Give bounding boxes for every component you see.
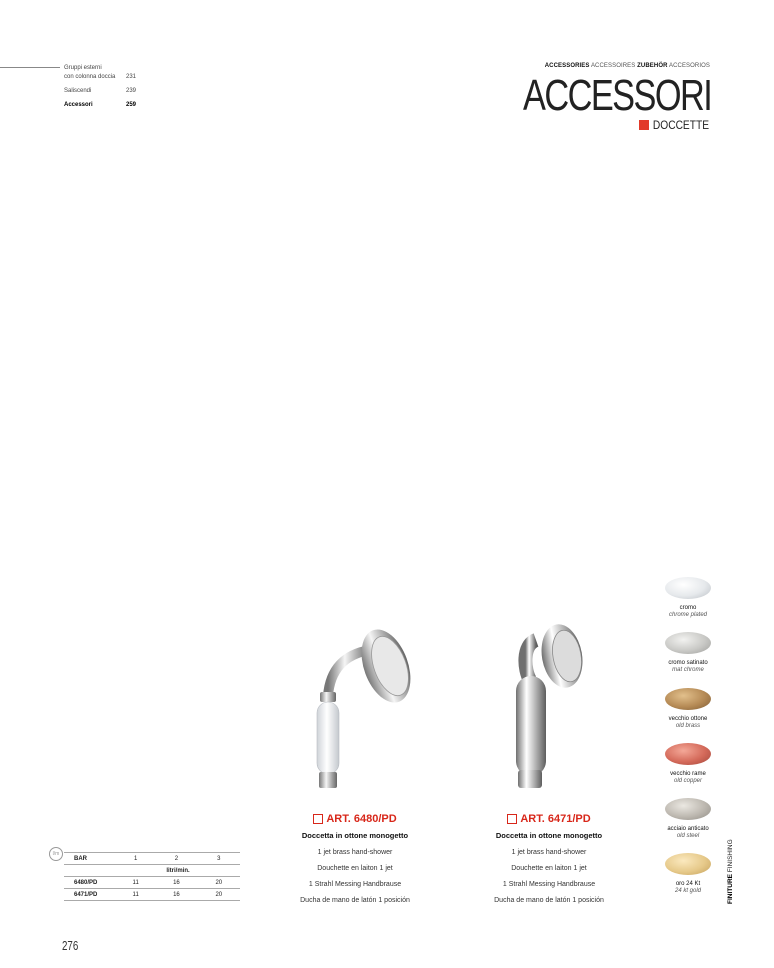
section-languages xyxy=(545,63,710,69)
index-item[interactable] xyxy=(64,64,136,72)
table-unit: litri/min. xyxy=(166,867,190,874)
finish-oro-24kt[interactable] xyxy=(660,853,716,895)
finish-vecchio-ottone[interactable] xyxy=(660,688,716,730)
product-desc-fr: Douchette en laiton 1 jet xyxy=(511,865,587,872)
finish-swatch xyxy=(665,688,711,710)
finish-name: oro 24 Kt xyxy=(675,881,701,887)
product-desc-de: 1 Strahl Messing Handbrause xyxy=(308,881,402,888)
finish-name: vecchio ottone xyxy=(668,716,708,722)
table-cell: 20 xyxy=(215,891,223,898)
table-header-cell: BAR xyxy=(74,855,87,862)
article-code-line xyxy=(449,812,649,826)
finish-translation: old steel xyxy=(676,833,700,839)
finish-swatch xyxy=(665,632,711,654)
finiture-label-rest: FINISHING xyxy=(727,839,734,873)
table-unit-row xyxy=(64,865,240,877)
index-page: 259 xyxy=(125,102,136,108)
index-label: Gruppi esterni xyxy=(64,65,102,71)
checkbox-icon xyxy=(313,814,323,824)
product-desc-de: 1 Strahl Messing Handbrause xyxy=(502,881,596,888)
finish-vecchio-rame[interactable] xyxy=(660,743,716,785)
index-label: Saliscendi xyxy=(64,88,92,94)
product-title: Doccetta in ottone monogetto xyxy=(301,831,409,840)
table-header-cell: 1 xyxy=(133,855,138,862)
page-title: ACCESSORI xyxy=(522,71,711,120)
product-image-6471 xyxy=(490,620,610,795)
table-header-cell: 2 xyxy=(174,855,179,862)
article-code: ART. 6471/PD xyxy=(520,813,591,825)
product-desc-en: 1 jet brass hand-shower xyxy=(511,849,587,856)
finish-swatch xyxy=(665,853,711,875)
finish-translation: old copper xyxy=(673,778,703,784)
page-subtitle: DOCCETTE xyxy=(652,118,709,132)
index-page: 239 xyxy=(125,88,136,94)
finish-translation: 24 kt gold xyxy=(674,888,702,894)
product-6480 xyxy=(255,812,455,904)
table-row xyxy=(64,889,240,901)
product-desc-fr: Douchette en laiton 1 jet xyxy=(317,865,393,872)
flow-rate-table xyxy=(64,852,240,901)
product-desc-es: Ducha de mano de latón 1 posición xyxy=(494,897,604,904)
product-title: Doccetta in ottone monogetto xyxy=(495,831,603,840)
product-desc-en: 1 jet brass hand-shower xyxy=(317,849,393,856)
table-cell: 11 xyxy=(132,879,139,886)
table-row-code: 6480/PD xyxy=(74,879,98,886)
index-item-active[interactable] xyxy=(64,101,136,109)
finish-name: cromo xyxy=(679,605,697,611)
product-desc-es: Ducha de mano de latón 1 posición xyxy=(300,897,410,904)
table-row xyxy=(64,877,240,889)
finiture-label xyxy=(727,839,734,904)
product-6471 xyxy=(449,812,649,904)
finish-translation: mat chrome xyxy=(672,667,704,673)
finish-name: vecchio rame xyxy=(670,771,706,777)
article-code-line xyxy=(255,812,455,826)
finish-acciaio-anticato[interactable] xyxy=(660,798,716,840)
flow-rate-icon: l/m xyxy=(49,847,63,861)
article-code: ART. 6480/PD xyxy=(326,813,397,825)
index-rule xyxy=(0,67,60,68)
finish-name: acciaio anticato xyxy=(667,826,709,832)
page-number: 276 xyxy=(62,938,79,953)
table-header-cell: 3 xyxy=(217,855,221,862)
index-item[interactable] xyxy=(64,87,136,95)
lang-fr: ACCESSOIRES xyxy=(590,63,636,69)
lang-es: ACCESORIOS xyxy=(668,63,710,69)
checkbox-icon xyxy=(507,814,517,824)
accent-square xyxy=(639,120,649,130)
index-label: Accessori xyxy=(64,102,93,108)
index-label: con colonna doccia xyxy=(64,74,116,80)
finish-swatch xyxy=(665,798,711,820)
finish-translation: old brass xyxy=(675,723,701,729)
table-cell: 16 xyxy=(173,891,180,898)
finish-cromo[interactable] xyxy=(660,577,716,619)
finish-swatch xyxy=(665,577,711,599)
finish-name: cromo satinato xyxy=(668,660,708,666)
lang-de: ZUBEHÖR xyxy=(637,63,668,69)
table-row-code: 6471/PD xyxy=(74,891,98,898)
finish-translation: chrome plated xyxy=(668,612,708,618)
table-header-row xyxy=(64,853,240,865)
table-cell: 11 xyxy=(132,891,139,898)
lang-it: ACCESSORIES xyxy=(544,63,590,69)
index-page: 231 xyxy=(125,74,136,80)
index-item[interactable] xyxy=(64,73,136,81)
table-cell xyxy=(64,865,116,877)
table-cell: 20 xyxy=(215,879,223,886)
product-image-6480 xyxy=(290,614,450,794)
finish-swatch xyxy=(665,743,711,765)
finiture-label-bold: FINITURE xyxy=(727,874,734,904)
table-cell: 16 xyxy=(173,879,180,886)
finish-cromo-satinato[interactable] xyxy=(660,632,716,674)
